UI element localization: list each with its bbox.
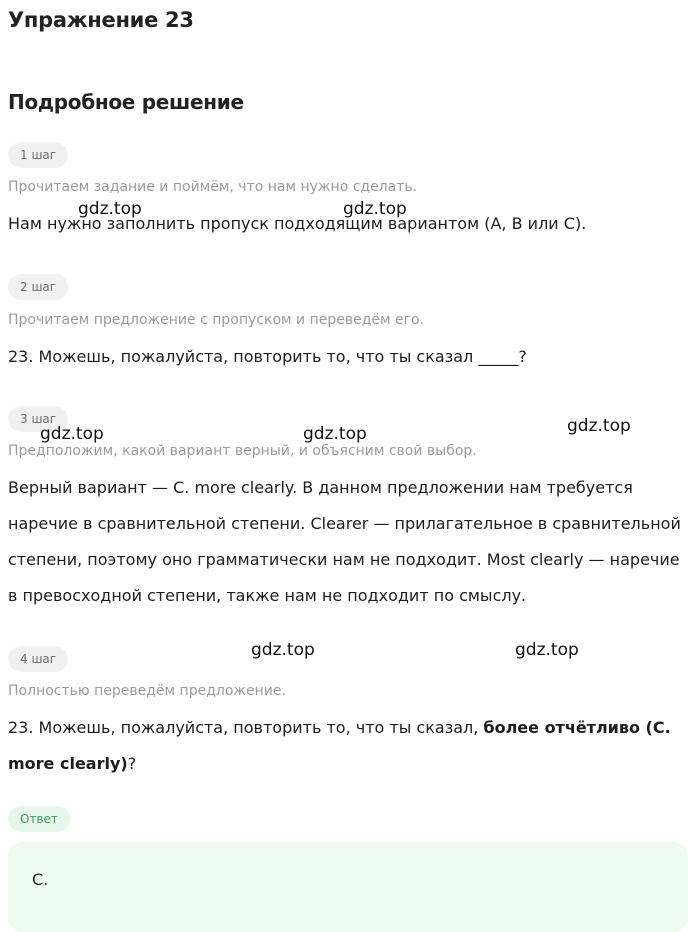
step-2-hint: Прочитаем предложение с пропуском и переведём его. (8, 312, 424, 328)
step-4-text-bold: более отчётливо (C. more clearly) (8, 718, 671, 773)
section-title: Подробное решение (8, 90, 244, 114)
step-1-hint: Прочитаем задание и поймём, что нам нужно сделать. (8, 179, 418, 195)
watermark: gdz.top (303, 424, 367, 444)
watermark: gdz.top (343, 199, 407, 219)
answer-badge: Ответ (8, 806, 70, 832)
step-4-badge: 4 шаг (8, 646, 68, 672)
watermark: gdz.top (567, 416, 631, 436)
watermark: gdz.top (40, 424, 104, 444)
step-4-text-before: 23. Можешь, пожалуйста, повторить то, что ты сказал, (8, 718, 484, 737)
step-1-text: Нам нужно заполнить пропуск подходящим вариантом (A, B или C). (8, 214, 587, 233)
step-3-badge: 3 шаг (8, 406, 68, 432)
step-2-text: 23. Можешь, пожалуйста, повторить то, что ты сказал _____? (8, 347, 527, 366)
step-4-text-after: ? (127, 754, 137, 773)
page-title: Упражнение 23 (8, 8, 194, 32)
step-3-text: Верный вариант — C. more clearly. В данном предложении нам требуется наречие в сравнительной степени. Clearer — прилагательное в сравнительной степени, поэтому оно грамматически нам не подходит. Most clearly — наречие в превосходной степени, также нам не подходит по смыслу. (8, 478, 681, 605)
step-3-hint: Предположим, какой вариант верный, и объясним свой выбор. (8, 443, 477, 459)
watermark: gdz.top (515, 640, 579, 660)
step-2-badge: 2 шаг (8, 274, 68, 300)
step-1-badge: 1 шаг (8, 142, 68, 168)
watermark: gdz.top (251, 640, 315, 660)
watermark: gdz.top (78, 199, 142, 219)
answer-value: C. (32, 870, 49, 889)
answer-box (8, 842, 688, 932)
step-4-hint: Полностью переведём предложение. (8, 683, 286, 699)
step-4-text (8, 710, 692, 782)
